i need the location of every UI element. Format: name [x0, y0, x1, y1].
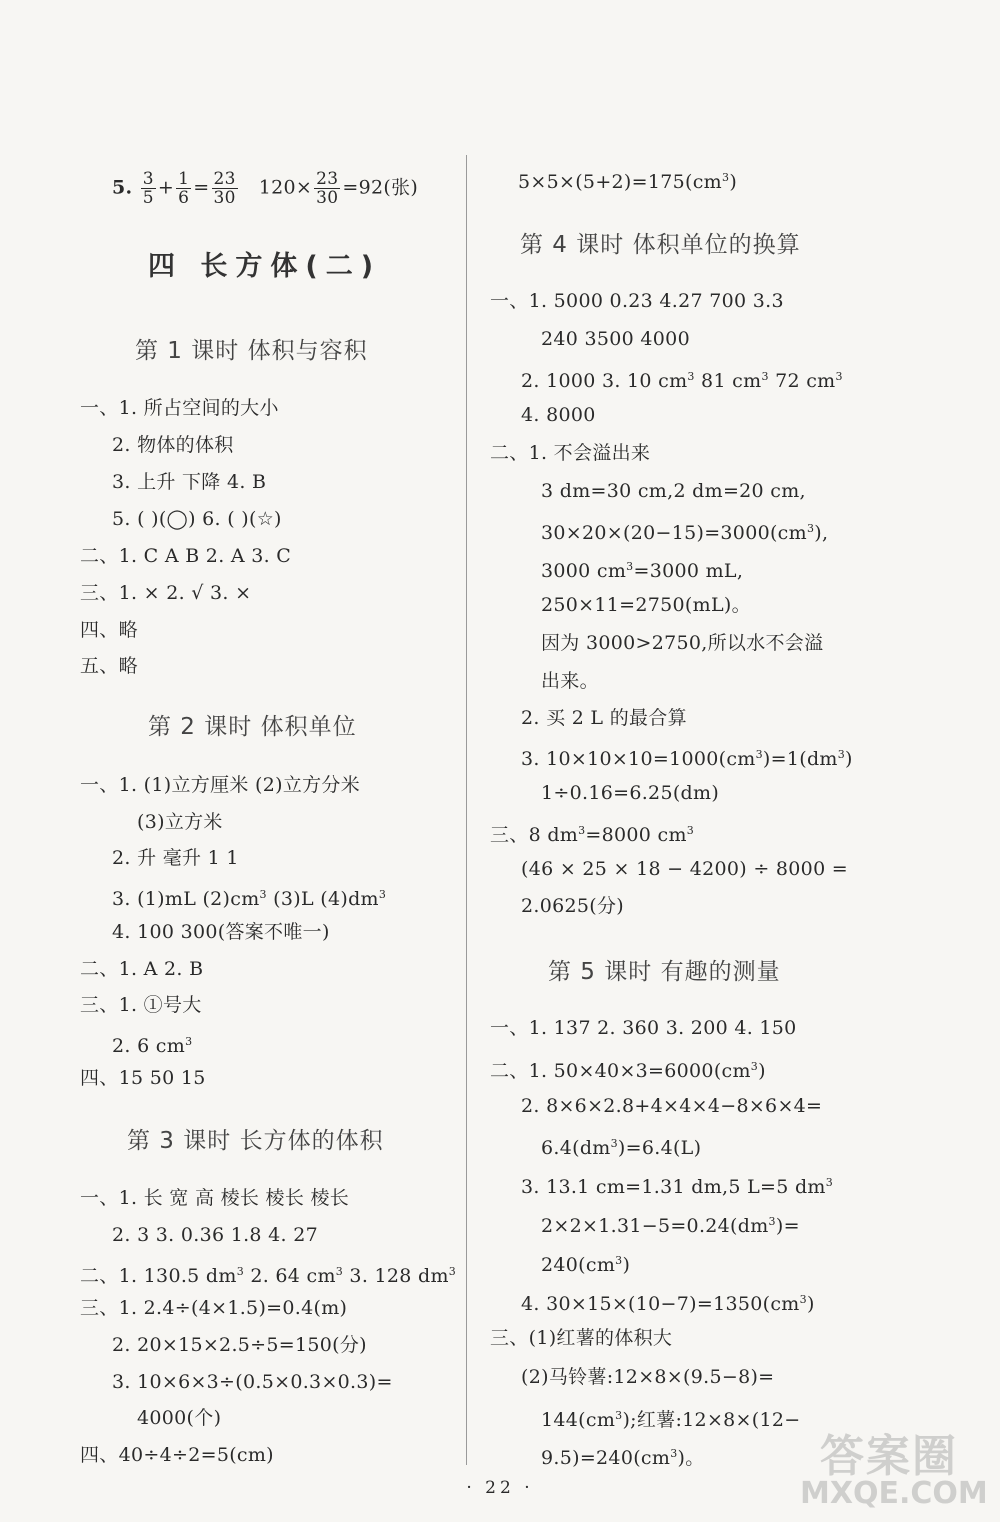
lesson-heading: 第 2 课时 体积单位 — [148, 714, 357, 740]
answer-line: 三、1. 2.4÷(4×1.5)=0.4(m) — [80, 1297, 348, 1319]
answer-line: 250×11=2750(mL)。 — [541, 594, 751, 616]
answer-line: 三、8 $dm^3=8000$ $cm^3$ — [490, 824, 695, 846]
lesson-heading: 第 1 课时 体积与容积 — [135, 338, 368, 364]
answer-line: 3. 10×6×3÷(0.5×0.3×0.3)= — [112, 1371, 393, 1393]
answer-line: 二、1. 不会溢出来 — [490, 442, 651, 464]
answer-line: 四、40÷4÷2=5(cm) — [80, 1444, 274, 1466]
answer-line: $144(cm^3)$;红薯:12×8×(12− — [541, 1409, 801, 1431]
answer-line: $9.5)=240(cm^3)$。 — [541, 1447, 705, 1469]
answer-line: 5. ( )(◯) 6. ( )(☆) — [112, 508, 282, 530]
answer-line: 2.0625(分) — [521, 895, 625, 917]
answer-line: 2. 物体的体积 — [112, 434, 234, 456]
answer-line: $30\times 20\times(20-15)=3000(cm^3)$, — [541, 522, 829, 544]
answer-line: 2. 8×6×2.8+4×4×4−8×6×4= — [521, 1095, 823, 1117]
answer-line: (3)立方米 — [137, 811, 223, 833]
unit-title: 四 长方体(二) — [148, 251, 382, 282]
answer-line: $6.4(dm^3)=6.4(L)$ — [541, 1137, 702, 1159]
answer-line: 一、1. 所占空间的大小 — [80, 397, 279, 419]
answer-line: 二、1. 130.5 $dm^3$ 2. 64 $cm^3$ 3. 128 $dm^3$ — [80, 1265, 457, 1287]
answer-line: 4. 8000 — [521, 404, 596, 426]
answer-line: 3 dm=30 cm,2 dm=20 cm, — [541, 480, 806, 502]
answer-line: 三、(1)红薯的体积大 — [490, 1327, 673, 1349]
watermark-logo — [800, 1420, 990, 1515]
answer-line: 一、1. (1)立方厘米 (2)立方分米 — [80, 774, 361, 796]
answer-line: 2. 买 2 L 的最合算 — [521, 707, 687, 729]
lesson-heading: 第 3 课时 长方体的体积 — [127, 1128, 384, 1154]
answer-line: 出来。 — [541, 670, 599, 692]
answer-line: $240(cm^3)$ — [541, 1254, 631, 1276]
watermark-seal: 答案圈 — [820, 1431, 958, 1482]
answer-line: 2. 3 3. 0.36 1.8 4. 27 — [112, 1224, 319, 1246]
answer-line: 二、1. $50\times 40\times 3=6000(cm^3)$ — [490, 1060, 766, 1082]
answer-line: 2. 6 $cm^3$ — [112, 1035, 193, 1057]
answer-line: (2)马铃薯:12×8×(9.5−8)= — [521, 1366, 775, 1388]
answer-line: $5\times 5\times(5+2)=175(cm^3)$ — [518, 171, 738, 193]
answer-line: 1÷0.16=6.25(dm) — [541, 782, 720, 804]
answer-line: 3. 上升 下降 4. B — [112, 471, 267, 493]
answer-line: 四、15 50 15 — [80, 1067, 206, 1089]
answer-line: 3. $10\times 10\times 10=1000(cm^3)=1(dm^3)$ — [521, 748, 853, 770]
answer-line: 一、1. 长 宽 高 棱长 棱长 棱长 — [80, 1187, 350, 1209]
answer-line: 一、1. 137 2. 360 3. 200 4. 150 — [490, 1017, 797, 1039]
answer-line: 3. 13.1 cm=1.31 dm,5 L=5 $dm^3$ — [521, 1176, 834, 1198]
lesson-heading: 第 4 课时 体积单位的换算 — [520, 232, 801, 258]
answer-line: 4. 100 300(答案不唯一) — [112, 921, 330, 943]
answer-line: 二、1. C A B 2. A 3. C — [80, 545, 292, 567]
answer-line: $2\times 2\times 1.31-5=0.24(dm^3)=$ — [541, 1215, 800, 1237]
answer-line: 4000(个) — [137, 1407, 222, 1429]
answer-line: 四、略 — [80, 619, 138, 641]
answer-line: 五、略 — [80, 655, 138, 677]
answer-line: 240 3500 4000 — [541, 328, 690, 350]
answer-line: 三、1. × 2. √ 3. × — [80, 582, 252, 604]
answer-line: 一、1. 5000 0.23 4.27 700 3.3 — [490, 290, 784, 312]
answer-line: 三、1. ①号大 — [80, 994, 202, 1016]
answer-line: 5. $\frac{3}{5}$ + $\frac{1}{6}$ = $\frac{23}{30}$ 120× $\frac{23}{30}$ =92(张) — [112, 169, 419, 208]
answer-line: (46 × 25 × 18 − 4200) ÷ 8000 = — [521, 858, 849, 880]
watermark-url: MXQE.COM — [800, 1476, 988, 1511]
answer-line: 3000 $cm^3=3000$ mL, — [541, 560, 744, 582]
column-divider — [466, 155, 467, 1465]
answer-line: 3. (1)mL $(2)cm^3$ (3)L $(4)dm^3$ — [112, 888, 387, 910]
answer-line: 2. 1000 3. 10 $cm^3$ 81 $cm^3$ 72 $cm^3$ — [521, 370, 843, 392]
lesson-heading: 第 5 课时 有趣的测量 — [548, 959, 781, 985]
page-number: · 22 · — [466, 1478, 534, 1498]
answer-line: 二、1. A 2. B — [80, 958, 204, 980]
answer-line: 2. 升 毫升 1 1 — [112, 847, 239, 869]
answer-line: 4. $30\times 15\times(10-7)=1350(cm^3)$ — [521, 1293, 815, 1315]
answer-line: 2. 20×15×2.5÷5=150(分) — [112, 1334, 367, 1356]
answer-line: 因为 3000>2750,所以水不会溢 — [541, 632, 824, 654]
